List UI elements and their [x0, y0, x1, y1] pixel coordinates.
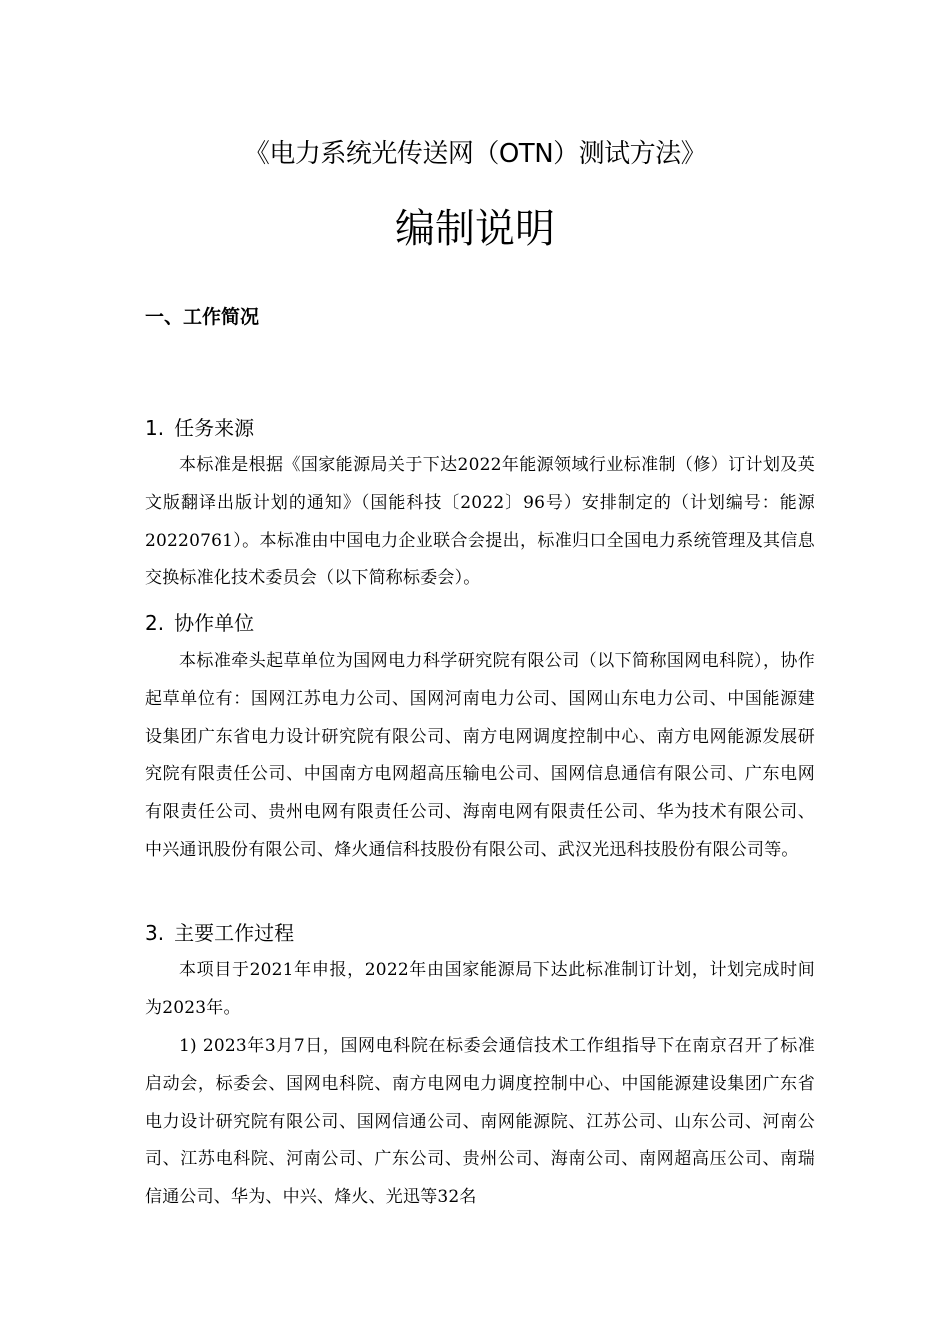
subsection-heading-task-source: [145, 412, 254, 444]
paragraph-task-source: 本标准是根据《国家能源局关于下达2022年能源领域行业标准制（修）订计划及英文版翻译出版计划的通知》（国能科技〔2022〕96号）安排制定的（计划编号：能源20220761）。本标准由中国电力企业联合会提出，标准归口全国电力系统管理及其信息交换标准化技术委员会（以下简称标委会）。: [145, 455, 815, 589]
subsection-number: 3.: [145, 921, 165, 945]
subsection-heading-cooperating-units: [145, 607, 254, 639]
paragraph-work-process-intro: 本项目于2021年申报，2022年由国家能源局下达此标准制订计划，计划完成时间为2023年。: [145, 960, 815, 1018]
document-title: 《电力系统光传送网（OTN）测试方法》: [243, 139, 707, 169]
paragraph-cooperating-units: 本标准牵头起草单位为国网电力科学研究院有限公司（以下简称国网电科院），协作起草单位有：国网江苏电力公司、国网河南电力公司、国网山东电力公司、中国能源建设集团广东省电力设计研究院有限公司、南方电网调度控制中心、南方电网能源发展研究院有限责任公司、中国南方电网超高压输电公司、国网信息通信有限公司、广东电网有限责任公司、贵州电网有限责任公司、海南电网有限责任公司、华为技术有限公司、中兴通讯股份有限公司、烽火通信科技股份有限公司、武汉光迅科技股份有限公司等。: [145, 651, 815, 860]
document-subtitle: 编制说明: [395, 206, 555, 252]
subsection-number: 1.: [145, 416, 165, 440]
section-heading: 一、工作简况: [145, 306, 260, 328]
paragraph-work-process-step-1: 1) 2023年3月7日，国网电科院在标委会通信技术工作组指导下在南京召开了标准启动会，标委会、国网电科院、南方电网电力调度控制中心、中国能源建设集团广东省电力设计研究院有限公司、国网信通公司、南网能源院、江苏公司、山东公司、河南公司、江苏电科院、河南公司、广东公司、贵州公司、海南公司、南网超高压公司、南瑞信通公司、华为、中兴、烽火、光迅等32名: [145, 1036, 815, 1208]
subsection-title: 任务来源: [174, 416, 255, 440]
subsection-title: 主要工作过程: [174, 921, 295, 945]
subsection-heading-work-process: [145, 917, 294, 949]
subsection-title: 协作单位: [174, 611, 255, 635]
subsection-number: 2.: [145, 611, 165, 635]
